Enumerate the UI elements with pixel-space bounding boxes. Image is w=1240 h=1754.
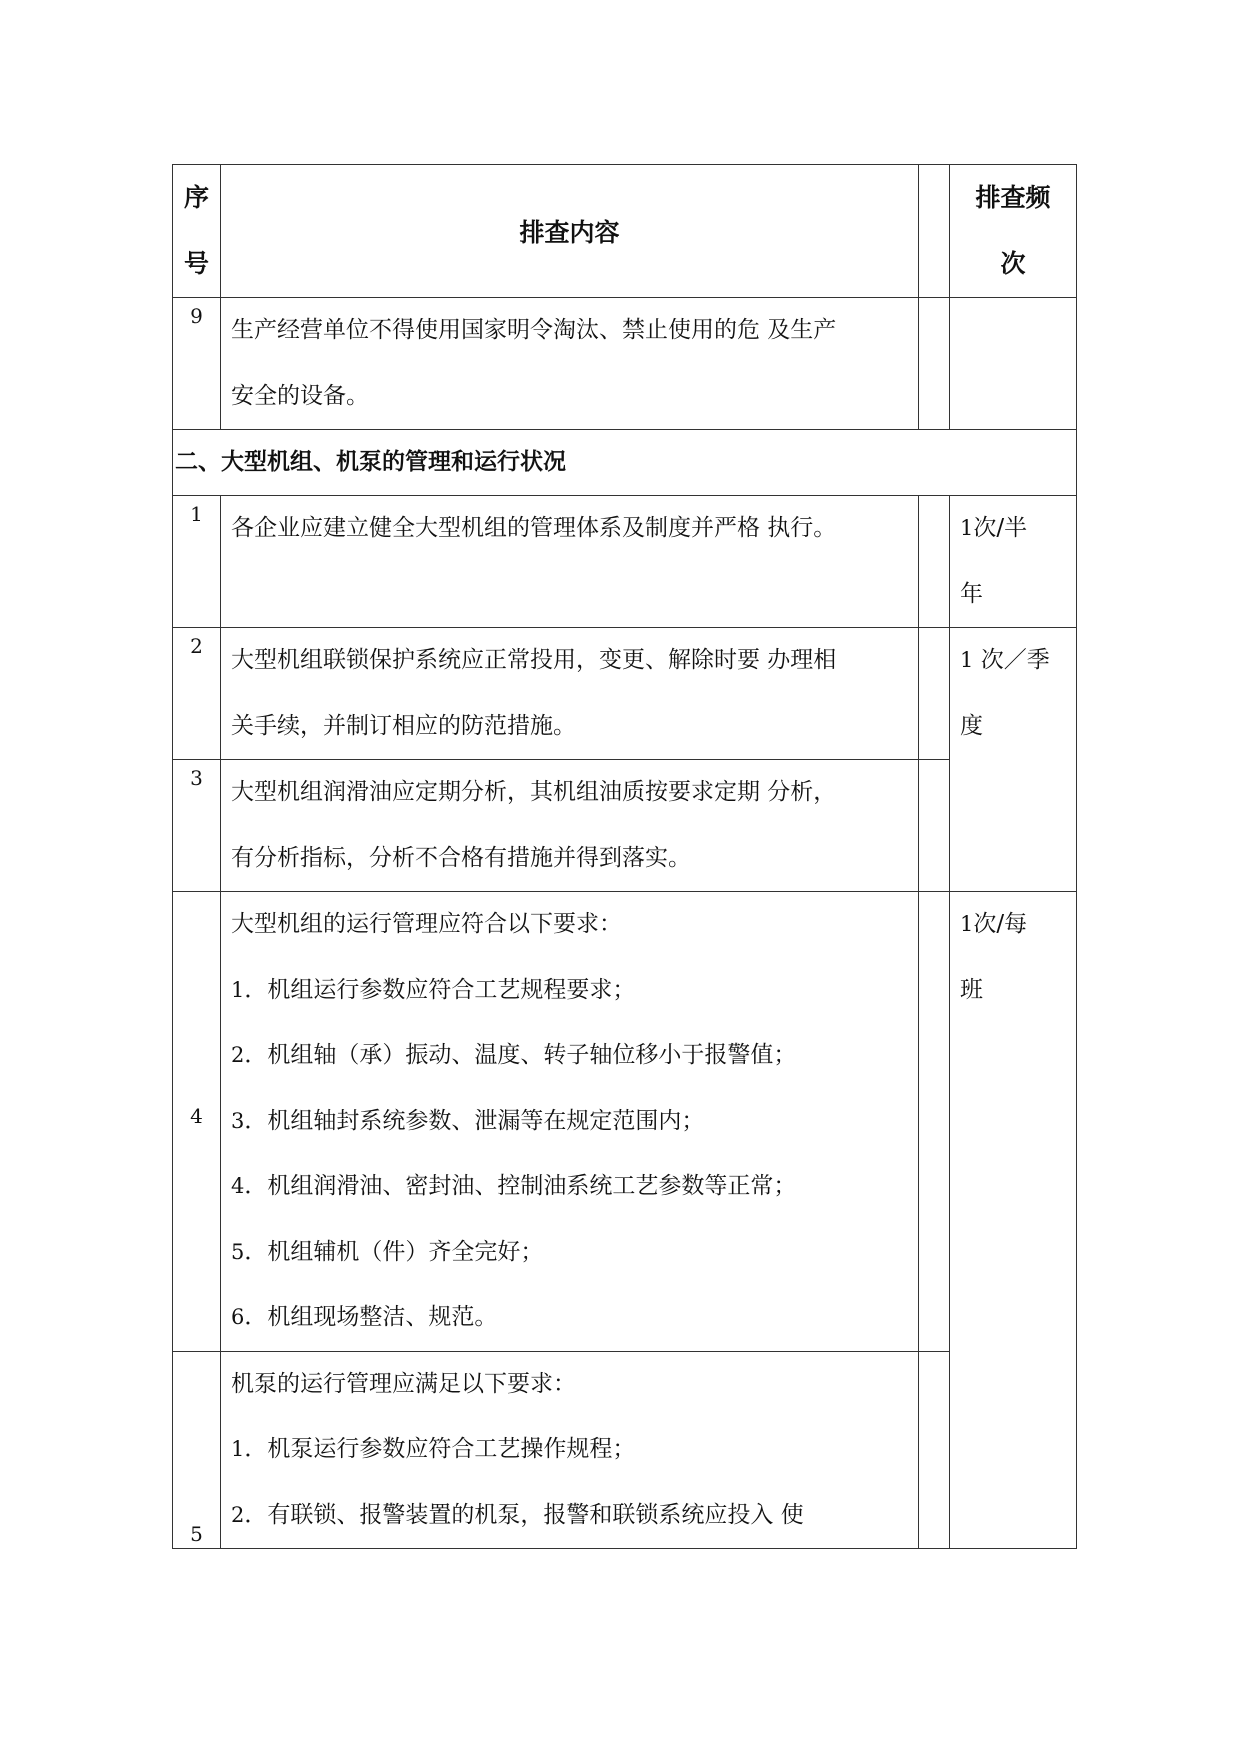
row3-content	[221, 760, 919, 892]
row5-item-text: ．机泵运行参数应符合工艺操作规程；	[244, 1436, 636, 1462]
row9-seq: 9	[173, 298, 221, 430]
row4-item	[231, 1220, 910, 1286]
row1-narrow-cell	[919, 496, 950, 628]
row9-line2: 安全的设备。	[231, 382, 369, 409]
table-row	[173, 298, 1077, 430]
row1-line1: 各企业应建立健全大型机组的管理体系及制度并严格 执行。	[231, 515, 837, 541]
row1-seq: 1	[173, 496, 221, 628]
row2-freq-num: 1	[960, 648, 974, 672]
header-freq-line2: 次	[1000, 249, 1026, 278]
row1-freq-line2: 年	[960, 580, 983, 607]
row2-3-freq	[950, 628, 1077, 892]
row2-seq: 2	[173, 628, 221, 760]
header-freq-line1: 排查频	[975, 183, 1051, 212]
row4-item-num: 2	[231, 1043, 245, 1067]
row4-item	[231, 1089, 910, 1155]
row3-line1: 大型机组润滑油应定期分析，其机组油质按要求定期 分析，	[231, 779, 837, 805]
header-narrow-cell	[919, 165, 950, 298]
header-seq-line2: 号	[183, 249, 209, 278]
row1-freq	[950, 496, 1077, 628]
row4-item-text: ．机组运行参数应符合工艺规程要求；	[244, 976, 636, 1003]
row5-item	[231, 1417, 910, 1483]
row5-narrow-cell	[919, 1351, 950, 1549]
row1-freq-line1	[960, 496, 1076, 562]
row4-freq-line1	[960, 892, 1076, 958]
table-row	[173, 892, 1077, 1352]
row9-freq-cell	[950, 298, 1077, 430]
row4-item-num: 6	[231, 1305, 245, 1329]
row3-line2: 有分析指标，分析不合格有措施并得到落实。	[231, 844, 691, 871]
row2-freq-text: 次／季	[980, 647, 1050, 673]
section2-title: 二、大型机组、机泵的管理和运行状况	[173, 430, 1077, 496]
row4-freq-line2: 班	[960, 976, 983, 1003]
row5-content	[221, 1351, 919, 1549]
row9-line1: 生产经营单位不得使用国家明令淘汰、禁止使用的危 及生产	[231, 317, 837, 343]
row5-seq: 5	[173, 1351, 221, 1549]
table-row	[173, 760, 1077, 892]
table-row	[173, 496, 1077, 628]
row1-content	[221, 496, 919, 628]
row4-content	[221, 892, 919, 1352]
table-row	[173, 628, 1077, 760]
row4-intro: 大型机组的运行管理应符合以下要求：	[231, 911, 622, 937]
row2-freq-line2: 度	[960, 712, 983, 739]
row2-line1: 大型机组联锁保护系统应正常投用，变更、解除时要 办理相	[231, 647, 837, 673]
row4-narrow-cell	[919, 892, 950, 1352]
row4-item-num: 5	[231, 1239, 245, 1264]
header-content-label: 排查内容	[519, 218, 620, 247]
row4-item	[231, 1023, 910, 1089]
row2-freq-line1	[960, 628, 1076, 694]
table-header-row	[173, 165, 1077, 298]
row4-item	[231, 1285, 910, 1351]
table-row	[173, 1351, 1077, 1549]
row4-5-freq	[950, 892, 1077, 1549]
row4-item-text: ．机组轴（承）振动、温度、转子轴位移小于报警值；	[244, 1042, 797, 1068]
row9-narrow-cell	[919, 298, 950, 430]
section-row	[173, 430, 1077, 496]
row4-item-num: 1	[231, 977, 245, 1002]
row4-freq-text: 次/每	[973, 911, 1028, 937]
row2-content	[221, 628, 919, 760]
inspection-table	[172, 164, 1077, 1549]
row4-item	[231, 958, 910, 1024]
row2-narrow-cell	[919, 628, 950, 760]
header-freq-cell	[950, 165, 1077, 298]
row4-item-num: 3	[231, 1108, 245, 1133]
row1-freq-num: 1	[960, 516, 974, 540]
row5-item-num: 2	[231, 1502, 245, 1527]
row4-item-text: ．机组轴封系统参数、泄漏等在规定范围内；	[244, 1107, 705, 1134]
row3-narrow-cell	[919, 760, 950, 892]
header-seq-line1: 序	[183, 183, 209, 212]
row9-content	[221, 298, 919, 430]
row5-item-num: 1	[231, 1437, 245, 1461]
row4-seq: 4	[173, 892, 221, 1352]
row5-intro: 机泵的运行管理应满足以下要求：	[231, 1370, 576, 1397]
row1-freq-text: 次/半	[973, 515, 1028, 541]
row3-seq: 3	[173, 760, 221, 892]
row4-freq-num: 1	[960, 912, 974, 936]
row4-item-text: ．机组润滑油、密封油、控制油系统工艺参数等正常；	[244, 1173, 797, 1199]
row5-item-text: ．有联锁、报警装置的机泵，报警和联锁系统应投入 使	[244, 1501, 804, 1528]
row4-item-text: ．机组现场整洁、规范。	[244, 1304, 498, 1330]
row4-item-num: 4	[231, 1174, 245, 1198]
row4-item-text: ．机组辅机（件）齐全完好；	[244, 1238, 544, 1265]
row4-item	[231, 1154, 910, 1220]
row2-line2: 关手续，并制订相应的防范措施。	[231, 712, 576, 739]
row5-item	[231, 1483, 910, 1549]
header-content-cell	[221, 165, 919, 298]
header-seq-cell	[173, 165, 221, 298]
